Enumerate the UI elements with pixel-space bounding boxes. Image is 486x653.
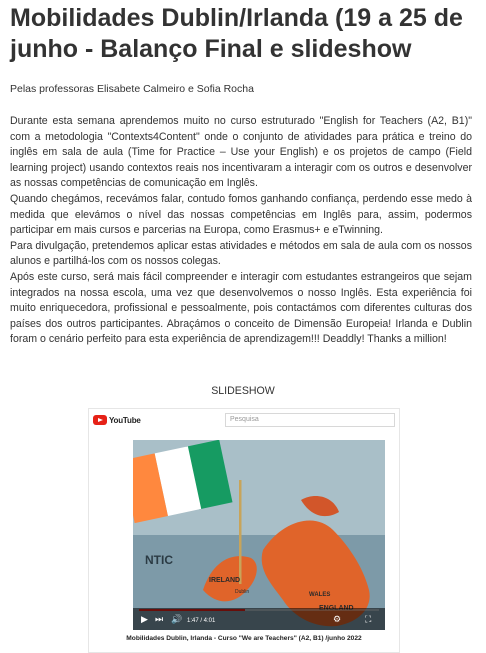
- video-embed[interactable]: [88, 408, 400, 653]
- flag-pole: [239, 480, 242, 584]
- video-caption: Mobilidades Dublin, Irlanda - Curso "We are Teachers" (A2, B1) /junho 2022: [126, 635, 362, 642]
- slideshow-label: SLIDESHOW: [211, 385, 275, 397]
- paragraph: Quando chegámos, recevámos falar, contudo fomos ganhando confiança, perdendo esse medo à medida que elevámos o nível das nossas competências em Inglês para, assim, podermos participar em mais cursos e parcerias na Europa, como Erasmus+ e eTwinning.: [10, 192, 472, 237]
- volume-icon[interactable]: 🔊: [171, 614, 183, 624]
- page-title: Mobilidades Dublin/Irlanda (19 a 25 de junho - Balanço Final e slideshow: [10, 4, 463, 63]
- video-time: 1:47 / 4:01: [187, 618, 216, 624]
- youtube-logo-icon: [93, 415, 107, 425]
- youtube-brand: YouTube: [109, 415, 141, 425]
- map-label: IRELAND: [209, 577, 241, 584]
- article-body: [10, 114, 472, 348]
- paragraph: Após este curso, será mais fácil compreender e interagir com estudantes estrangeiros que sejam integrados na nossa escola, uma vez que desenvolvemos o nosso Inglês. Esta experiência foi muito enriquecedora, profissional e pessoalmente, pois contactámos com diferentes culturas dos países dos outros participantes. Abraçámos o conceito de Dimensão Europeia! Irlanda e Dublin foram o cenário perfeito para esta experiência de aprendizagem!!! Deaddly! Thanks a million!: [10, 270, 472, 346]
- map-label: NTIC: [145, 553, 173, 567]
- youtube-logo[interactable]: [93, 415, 141, 425]
- paragraph: Para divulgação, pretendemos aplicar estas atividades e métodos em sala de aula com os nossos alunos e partilhá-los com os nossos colegas.: [10, 239, 472, 268]
- youtube-header: [89, 409, 399, 431]
- video-controls: [133, 608, 385, 630]
- settings-icon[interactable]: ⚙: [333, 614, 342, 624]
- fullscreen-icon[interactable]: ⛶: [365, 614, 372, 624]
- article-byline: Pelas professoras Elisabete Calmeiro e Sofia Rocha: [10, 83, 254, 95]
- map-label: WALES: [309, 592, 331, 598]
- map-label: Dublin: [235, 589, 250, 595]
- paragraph: Durante esta semana aprendemos muito no curso estruturado "English for Teachers (A2, B1)" com a metodologia "Contexts4Content" onde o conjunto de atividades para prática e treino do inglês em sala de aula (Time for Practice – Use your English) e os projetos de campo (Field learning project) usando contextos reais nos incentivaram a interagir com os outros e desenvolver as nossas competências de comunicação em Inglês.: [10, 115, 472, 190]
- search-input[interactable]: Pesquisa: [225, 413, 395, 427]
- video-frame[interactable]: [133, 440, 385, 630]
- video-thumbnail: [133, 440, 385, 630]
- play-icon[interactable]: ▶: [141, 614, 148, 624]
- next-icon[interactable]: ⏭: [155, 614, 164, 624]
